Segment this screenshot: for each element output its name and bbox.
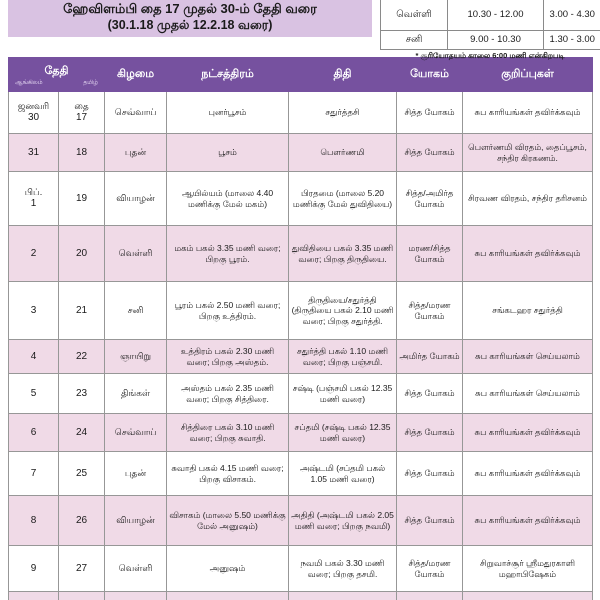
tamil-date-number: 21 <box>75 304 88 316</box>
calendar-row <box>9 226 593 282</box>
english-date-number: 2 <box>30 247 37 259</box>
cell-weekday: திங்கள் <box>105 374 167 414</box>
column-header-weekday: கிழமை <box>105 58 167 92</box>
cell-nakshatram: உத்திரம் பகல் 2.30 மணி வரை; பிறகு அஸ்தம். <box>167 340 289 374</box>
cell-nakshatram: சித்திரை பகல் 3.10 மணி வரை; பிறகு சுவாதி. <box>167 414 289 452</box>
timing-slot-morning: 10.30 - 12.00 <box>448 0 544 30</box>
date-subheader-english: ஆங்கிலம் <box>15 80 43 86</box>
cell-date-english <box>9 592 59 600</box>
cell-date-english <box>9 92 59 134</box>
date-header-label: தேதி <box>44 65 69 77</box>
timing-day: சனி <box>381 30 448 49</box>
tamil-date-number: 25 <box>75 467 88 479</box>
english-date-number: 3 <box>30 304 37 316</box>
cell-weekday: புதன் <box>105 134 167 172</box>
cell-notes: சுப காரியங்கள் தவிர்க்கவும் <box>463 414 593 452</box>
cell-tithi: பிரதமை (மாலை 5.20 மணிக்கு மேல் துவிதியை) <box>289 172 397 226</box>
timing-table <box>380 0 600 50</box>
sunrise-footnote: * சூரியோதயம் காலை 6:00 மணி என்கிறபடி <box>415 50 565 60</box>
cell-nakshatram: ஆயில்யம் (மாலை 4.40 மணிக்கு மேல் மகம்) <box>167 172 289 226</box>
cell-yogam: சித்த யோகம் <box>397 414 463 452</box>
cell-weekday: வெள்ளி <box>105 546 167 592</box>
timing-slot-morning: 9.00 - 10.30 <box>448 30 544 49</box>
cell-tithi <box>289 592 397 600</box>
cell-notes: சுப காரியங்கள் செய்யலாம் <box>463 374 593 414</box>
page-title-line2: (30.1.18 முதல் 12.2.18 வரை) <box>107 18 273 32</box>
cell-date-tamil <box>59 282 105 340</box>
cell-nakshatram <box>167 592 289 600</box>
cell-tithi: சப்தமி (சஷ்டி பகல் 12.35 மணி வரை) <box>289 414 397 452</box>
cell-yogam: சித்த/அமிர்த யோகம் <box>397 172 463 226</box>
cell-date-tamil <box>59 414 105 452</box>
cell-date-tamil <box>59 226 105 282</box>
cell-date-tamil <box>59 134 105 172</box>
calendar-table-body <box>9 92 593 600</box>
cell-yogam: சித்த யோகம் <box>397 452 463 496</box>
timing-row <box>381 30 600 49</box>
cell-weekday: ஞாயிறு <box>105 340 167 374</box>
cell-nakshatram: அஸ்தம் பகல் 2.35 மணி வரை; பிறகு சித்திரை. <box>167 374 289 414</box>
cell-date-tamil <box>59 546 105 592</box>
tamil-date-number: 23 <box>75 387 88 399</box>
panchangam-table <box>8 57 593 600</box>
calendar-row <box>9 414 593 452</box>
cell-date-tamil <box>59 340 105 374</box>
cell-yogam: சித்த/மரண யோகம் <box>397 546 463 592</box>
cell-yogam: சித்த யோகம் <box>397 92 463 134</box>
cell-date-english <box>9 340 59 374</box>
cell-notes <box>463 592 593 600</box>
cell-date-tamil <box>59 374 105 414</box>
cell-date-english <box>9 546 59 592</box>
calendar-row <box>9 592 593 600</box>
english-date-number: 8 <box>30 514 37 526</box>
cell-yogam: சித்த யோகம் <box>397 374 463 414</box>
cell-yogam: சித்த/மரண யோகம் <box>397 282 463 340</box>
tamil-date-number: 20 <box>75 247 88 259</box>
cell-tithi: சஷ்டி (பஞ்சமி பகல் 12.35 மணி வரை) <box>289 374 397 414</box>
english-month-label: பிப். <box>24 187 43 197</box>
cell-date-tamil <box>59 452 105 496</box>
cell-weekday: புதன் <box>105 452 167 496</box>
tamil-date-number: 17 <box>75 112 88 123</box>
cell-tithi: அஷ்டமி (சப்தமி பகல் 1.05 மணி வரை) <box>289 452 397 496</box>
calendar-row <box>9 546 593 592</box>
cell-yogam: அமிர்த யோகம் <box>397 340 463 374</box>
cell-date-english <box>9 452 59 496</box>
calendar-row <box>9 340 593 374</box>
cell-tithi: துவிதியை பகல் 3.35 மணி வரை; பிறகு திருதியை. <box>289 226 397 282</box>
tamil-month-label: தை <box>74 101 89 111</box>
cell-weekday <box>105 592 167 600</box>
cell-nakshatram: மகம் பகல் 3.35 மணி வரை; பிறகு பூரம். <box>167 226 289 282</box>
tamil-date-number: 24 <box>75 426 88 438</box>
english-date-number: 1 <box>30 198 37 209</box>
column-header-notes: குறிப்புகள் <box>463 58 593 92</box>
calendar-row <box>9 452 593 496</box>
cell-notes: சிரவண விரதம், சந்திர தரிசனம் <box>463 172 593 226</box>
cell-weekday: வியாழன் <box>105 172 167 226</box>
cell-notes: சிறுவாச்சூர் ஸ்ரீமதுரகாளி மஹாபிஷேகம் <box>463 546 593 592</box>
column-header-tithi: திதி <box>289 58 397 92</box>
cell-date-english <box>9 496 59 546</box>
cell-tithi: நவமி பகல் 3.30 மணி வரை; பிறகு தசமி. <box>289 546 397 592</box>
english-date-number: 5 <box>30 387 37 399</box>
cell-weekday: செவ்வாய் <box>105 414 167 452</box>
cell-nakshatram: அனுஷம் <box>167 546 289 592</box>
timing-table-fragment <box>380 0 600 61</box>
cell-weekday: செவ்வாய் <box>105 92 167 134</box>
cell-date-tamil <box>59 92 105 134</box>
date-subheader-tamil: தமிழ் <box>83 80 99 86</box>
cell-weekday: வியாழன் <box>105 496 167 546</box>
cell-weekday: சனி <box>105 282 167 340</box>
cell-date-english <box>9 282 59 340</box>
timing-slot-evening: 1.30 - 3.00 <box>544 30 600 49</box>
cell-yogam: மரண/சித்த யோகம் <box>397 226 463 282</box>
cell-notes: சங்கடஹர சதுர்த்தி <box>463 282 593 340</box>
cell-date-english <box>9 172 59 226</box>
tamil-date-number: 22 <box>75 350 88 362</box>
english-date-number: 7 <box>30 467 37 479</box>
page-title-line1: ஹேவிளம்பி தை 17 முதல் 30-ம் தேதி வரை <box>63 1 317 16</box>
cell-date-tamil <box>59 172 105 226</box>
column-header-yogam: யோகம் <box>397 58 463 92</box>
cell-date-english <box>9 226 59 282</box>
timing-day: வெள்ளி <box>381 0 448 30</box>
cell-date-english <box>9 374 59 414</box>
calendar-row <box>9 282 593 340</box>
tamil-date-number: 26 <box>75 514 88 526</box>
cell-nakshatram: பூசம் <box>167 134 289 172</box>
calendar-row <box>9 496 593 546</box>
tamil-date-number: 19 <box>75 192 88 204</box>
timing-slot-evening: 3.00 - 4.30 <box>544 0 600 30</box>
calendar-row <box>9 134 593 172</box>
cell-tithi: சதுர்த்தி பகல் 1.10 மணி வரை; பிறகு பஞ்சமி. <box>289 340 397 374</box>
cell-nakshatram: புனர்பூசம் <box>167 92 289 134</box>
english-date-number: 9 <box>30 562 37 574</box>
cell-yogam: சித்த யோகம் <box>397 496 463 546</box>
page-top-section <box>0 0 600 60</box>
title-band <box>8 0 372 37</box>
cell-tithi: பௌர்ணமி <box>289 134 397 172</box>
cell-weekday: வெள்ளி <box>105 226 167 282</box>
cell-date-english <box>9 134 59 172</box>
calendar-row <box>9 92 593 134</box>
cell-tithi: சதுர்த்தசி <box>289 92 397 134</box>
english-date-number: 4 <box>30 350 37 362</box>
column-header-date <box>9 58 105 92</box>
cell-nakshatram: சுவாதி பகல் 4.15 மணி வரை; பிறகு விசாகம். <box>167 452 289 496</box>
timing-row <box>381 0 600 30</box>
english-date-number: 31 <box>27 146 40 158</box>
cell-yogam <box>397 592 463 600</box>
column-header-nakshatram: நட்சத்திரம் <box>167 58 289 92</box>
cell-tithi: அதிதி (அஷ்டமி பகல் 2.05 மணி வரை; பிறகு நவமி) <box>289 496 397 546</box>
panchangam-table-header <box>9 58 593 92</box>
cell-yogam: சித்த யோகம் <box>397 134 463 172</box>
calendar-row <box>9 172 593 226</box>
cell-notes: சுப காரியங்கள் தவிர்க்கவும் <box>463 496 593 546</box>
cell-tithi: திருதியை/சதுர்த்தி (திருதியை பகல் 2.10 மணி வரை; பிறகு சதுர்த்தி. <box>289 282 397 340</box>
cell-nakshatram: விசாகம் (மாலை 5.50 மணிக்கு மேல் அனுஷம்) <box>167 496 289 546</box>
cell-nakshatram: பூரம் பகல் 2.50 மணி வரை; பிறகு உத்திரம். <box>167 282 289 340</box>
cell-notes: சுப காரியங்கள் தவிர்க்கவும் <box>463 92 593 134</box>
cell-notes: சுப காரியங்கள் தவிர்க்கவும் <box>463 226 593 282</box>
cell-date-tamil <box>59 592 105 600</box>
cell-date-tamil <box>59 496 105 546</box>
cell-notes: சுப காரியங்கள் செய்யலாம் <box>463 340 593 374</box>
tamil-date-number: 18 <box>75 146 88 158</box>
tamil-date-number: 27 <box>75 562 88 574</box>
calendar-row <box>9 374 593 414</box>
cell-date-english <box>9 414 59 452</box>
english-month-label: ஜனவரி <box>17 101 50 111</box>
cell-notes: பௌர்ணமி விரதம், தைப்பூசம், சந்திர கிரகணம். <box>463 134 593 172</box>
cell-notes: சுப காரியங்கள் தவிர்க்கவும் <box>463 452 593 496</box>
english-date-number: 30 <box>27 112 40 123</box>
english-date-number: 6 <box>30 426 37 438</box>
